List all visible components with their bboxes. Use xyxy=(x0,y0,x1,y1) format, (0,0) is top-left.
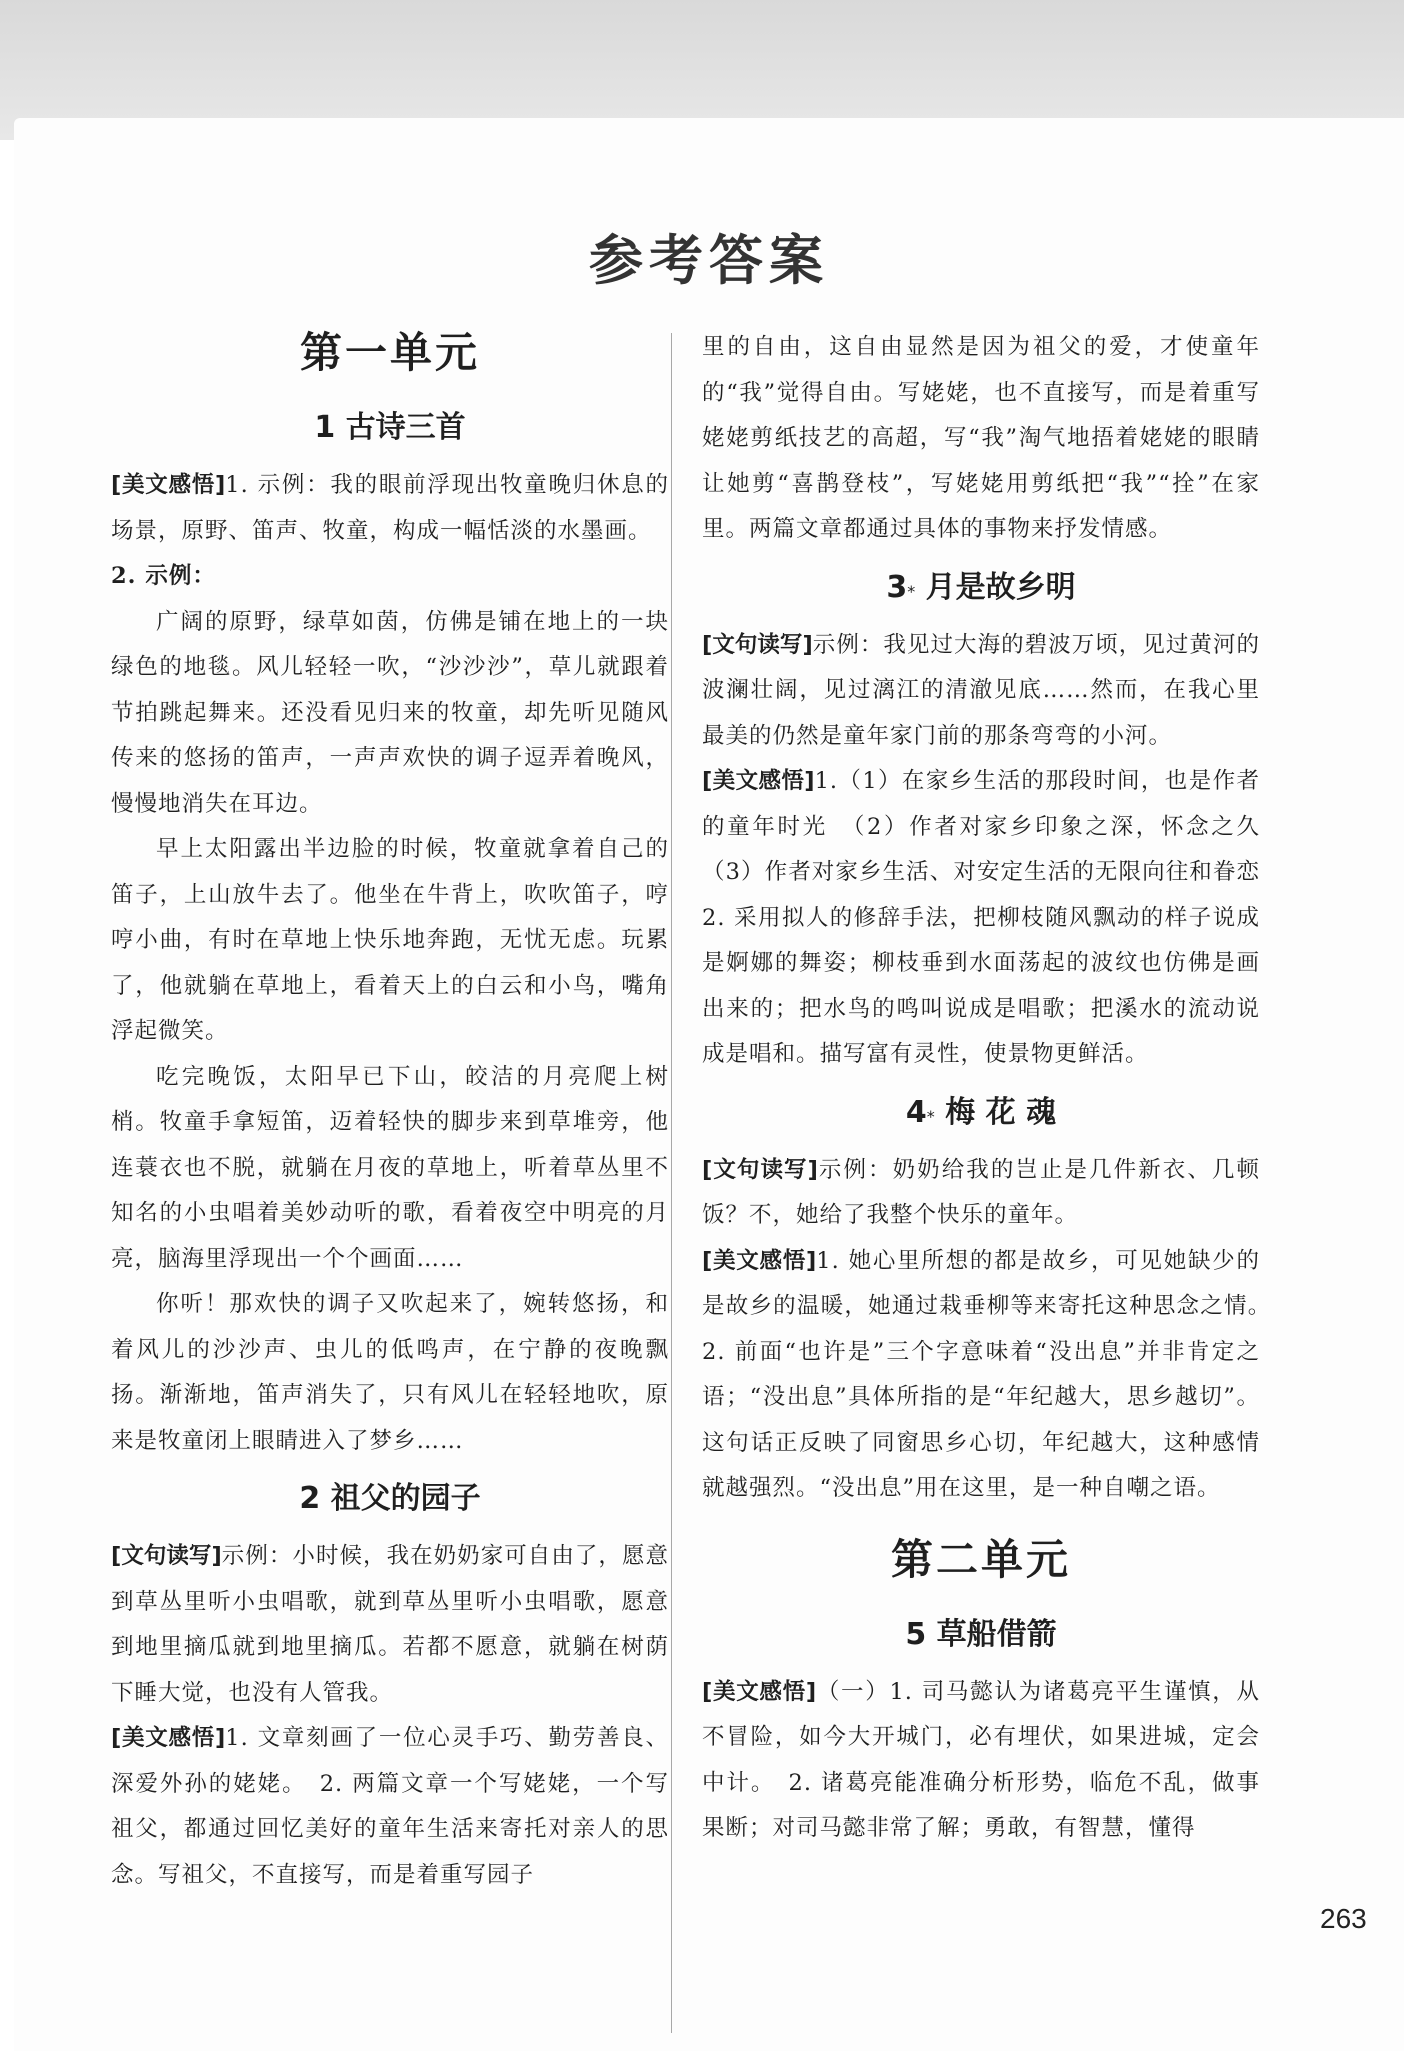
answer-text: 示例：小时候，我在奶奶家可自由了，愿意到草丛里听小虫唱歌，就到草丛里听小虫唱歌，愿意到地里摘瓜就到地里摘瓜。若都不愿意，就躺在树荫下睡大觉，也没有人管我。 xyxy=(111,1543,669,1706)
meiwen-tag: [美文感悟] xyxy=(702,1247,817,1274)
essay-paragraph: 早上太阳露出半边脸的时候，牧童就拿着自己的笛子，上山放牛去了。他坐在牛背上，吹吹笛子，哼哼小曲，有时在草地上快乐地奔跑，无忧无虑。玩累了，他就躺在草地上，看着天上的白云和小鸟，嘴角浮起微笑。 xyxy=(111,836,669,1044)
page-number: 263 xyxy=(1320,1903,1367,1934)
answer-paragraph xyxy=(111,463,669,554)
answer-paragraph xyxy=(702,1148,1260,1239)
answer-paragraph: 里的自由，这自由显然是因为祖父的爱，才使童年的“我”觉得自由。写姥姥，也不直接写，而是着重写姥姥剪纸技艺的高超，写“我”淘气地捂着姥姥的眼睛让她剪“喜鹊登枝”，写姥姥用剪纸把“我”“拴”在家里。两篇文章都通过具体的事物来抒发情感。 xyxy=(702,334,1260,542)
lesson-heading-3 xyxy=(702,553,1260,623)
answer-text: 1.（1）在家乡生活的那段时间，也是作者的童年时光 （2）作者对家乡印象之深，怀念之久 （3）作者对家乡生活、对安定生活的无限向往和眷恋 2. 采用拟人的修辞手法，把柳枝随风飘动的样子说成是婀娜的舞姿；柳枝垂到水面荡起的波纹也仿佛是画出来的；把水鸟的鸣叫说成是唱歌；把溪水的流动说成是唱和。描写富有灵性，使景物更鲜活。 xyxy=(702,768,1284,1067)
meiwen-tag: [美文感悟] xyxy=(702,768,815,794)
answer-page xyxy=(14,118,1404,2051)
lesson-heading-5: 5 草船借箭 xyxy=(905,1616,1057,1652)
unit-heading-2: 第二单元 xyxy=(890,1534,1071,1584)
answer-text: 示例：我见过大海的碧波万顷，见过黄河的波澜壮阔，见过漓江的清澈见底……然而，在我心里最美的仍然是童年家门前的那条弯弯的小河。 xyxy=(702,631,1260,749)
answer-paragraph xyxy=(111,554,669,600)
lesson-heading-4 xyxy=(702,1078,1260,1148)
essay-paragraph: 广阔的原野，绿草如茵，仿佛是铺在地上的一块绿色的地毯。风儿轻轻一吹，“沙沙沙”，草儿就跟着节拍跳起舞来。还没看见归来的牧童，却先听见随风传来的悠扬的笛声，一声声欢快的调子逗弄着晚风，慢慢地消失在耳边。 xyxy=(111,608,669,817)
unit-heading-1: 第一单元 xyxy=(299,328,480,377)
answer-paragraph xyxy=(702,1670,1260,1852)
answer-text: 1. 她心里所想的都是故乡，可见她缺少的是故乡的温暖，她通过栽垂柳等来寄托这种思念之情。 2. 前面“也许是”三个字意味着“没出息”并非肯定之语；“没出息”具体所指的是“年纪越大，思乡越切”。这句话正反映了同窗思乡心切，年纪越大，这种感情就越强烈。“没出息”用在这里，是一种自嘲之语。 xyxy=(702,1247,1284,1501)
answer-paragraph xyxy=(702,623,1260,760)
answer-text: 1. 文章刻画了一位心灵手巧、勤劳善良、深爱外孙的姥姥。 2. 两篇文章一个写姥姥，一个写祖父，都通过回忆美好的童年生活来寄托对亲人的思念。写祖父，不直接写，而是着重写园子 xyxy=(111,1725,669,1888)
answer-paragraph xyxy=(702,1239,1284,1512)
lesson-number: 4 xyxy=(905,1094,927,1130)
essay-paragraph: 吃完晚饭，太阳早已下山，皎洁的月亮爬上树梢。牧童手拿短笛，迈着轻快的脚步来到草堆旁，他连蓑衣也不脱，就躺在月夜的草地上，听着草丛里不知名的小虫唱着美妙动听的歌，看着夜空中明亮的月亮，脑海里浮现出一个个画面…… xyxy=(111,1063,669,1272)
lesson-heading-1: 1 古诗三首 xyxy=(314,410,466,445)
answer-paragraph xyxy=(111,1534,669,1716)
lesson-number: 3 xyxy=(886,569,908,605)
answer-text: 1. 示例：我的眼前浮现出牧童晚归休息的场景，原野、笛声、牧童，构成一幅恬淡的水墨画。 xyxy=(111,472,669,544)
right-column xyxy=(702,313,1284,1852)
wenju-tag: [文句读写] xyxy=(702,631,813,658)
meiwen-tag: [美文感悟] xyxy=(111,1725,226,1751)
optional-mark: * xyxy=(926,1106,935,1126)
answer-text: （一）1. 司马懿认为诸葛亮平生谨慎，从不冒险，如今大开城门，必有埋伏，如果进城，定会中计。 2. 诸葛亮能准确分析形势，临危不乱，做事果断；对司马懿非常了解；勇敢，有智慧，懂得 xyxy=(702,1678,1260,1841)
meiwen-tag: [美文感悟] xyxy=(702,1678,817,1705)
lesson-name: 月是故乡明 xyxy=(925,569,1076,605)
answer-text: 2. 示例： xyxy=(111,563,216,589)
optional-mark: * xyxy=(907,581,916,601)
answer-paragraph xyxy=(702,759,1284,1078)
answer-text: 示例：奶奶给我的岂止是几件新衣、几顿饭？不，她给了我整个快乐的童年。 xyxy=(702,1156,1260,1228)
left-column xyxy=(111,313,669,1898)
lesson-heading-2: 2 祖父的园子 xyxy=(299,1481,481,1516)
wenju-tag: [文句读写] xyxy=(111,1543,222,1569)
answer-paragraph xyxy=(111,1716,669,1898)
meiwen-tag: [美文感悟] xyxy=(111,472,226,498)
page-title: 参考答案 xyxy=(589,229,829,292)
column-divider xyxy=(671,333,672,2033)
wenju-tag: [文句读写] xyxy=(702,1156,818,1183)
lesson-name: 梅 花 魂 xyxy=(945,1094,1057,1130)
essay-paragraph: 你听！那欢快的调子又吹起来了，婉转悠扬，和着风儿的沙沙声、虫儿的低鸣声，在宁静的夜晚飘扬。渐渐地，笛声消失了，只有风儿在轻轻地吹，原来是牧童闭上眼睛进入了梦乡…… xyxy=(111,1291,669,1454)
